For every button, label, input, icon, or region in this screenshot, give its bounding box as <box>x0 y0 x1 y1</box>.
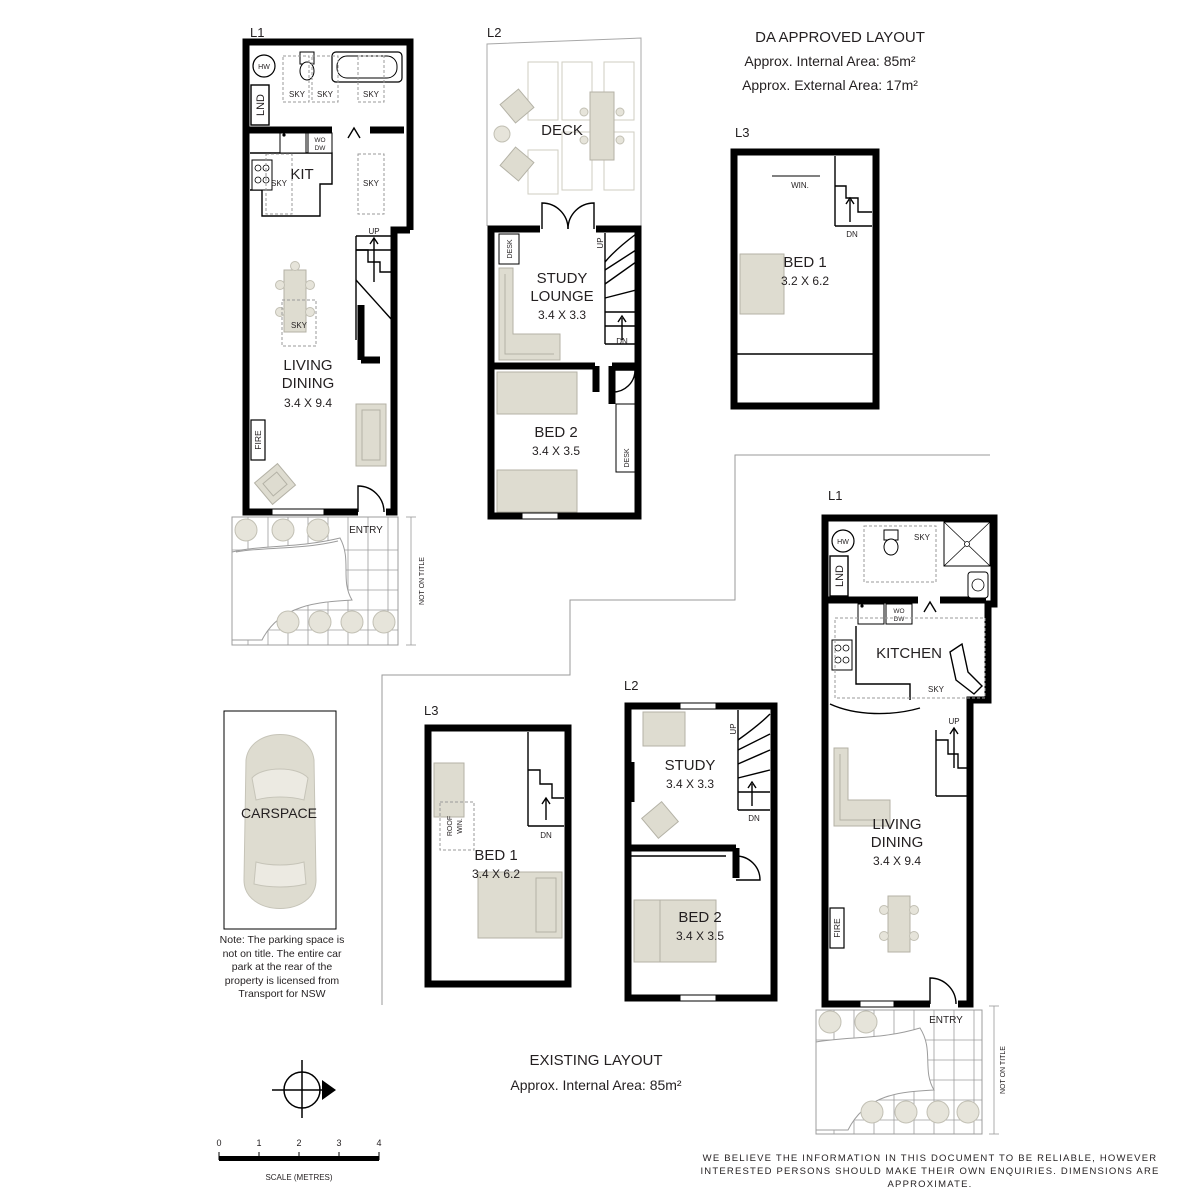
approved-front-yard <box>232 517 426 645</box>
approved-sky-label: SKY <box>290 321 308 330</box>
existing-bed1-dim: 3.4 X 6.2 <box>471 867 521 881</box>
approved-bed1-dim: 3.2 X 6.2 <box>780 274 830 288</box>
approved-dining-label: DINING <box>281 375 335 392</box>
existing-front-yard <box>816 1006 1007 1134</box>
approved-living-dim: 3.4 X 9.4 <box>283 396 333 410</box>
approved-kit-label: KIT <box>290 166 314 183</box>
approved-lnd-label: LND <box>255 93 267 117</box>
approved-dn-label: DN <box>616 337 628 346</box>
existing-l2-plan <box>624 678 774 1001</box>
existing-study-label: STUDY <box>664 757 716 774</box>
existing-up-label: UP <box>729 723 738 735</box>
approved-win-label: WIN. <box>791 181 809 190</box>
scale-tick-1: 1 <box>256 1138 262 1148</box>
existing-fire-label: FIRE <box>832 918 842 938</box>
approved-fire-label: FIRE <box>253 430 263 450</box>
scale-tick-0: 0 <box>216 1138 222 1148</box>
approved-hw-label: HW <box>258 64 270 71</box>
approved-l3-label: L3 <box>735 125 750 140</box>
approved-up-label: UP <box>368 227 380 236</box>
north-arrow-icon <box>272 1060 336 1118</box>
carspace <box>224 711 336 929</box>
approved-sky-label: SKY <box>270 179 288 188</box>
existing-dn-label: DN <box>748 814 760 823</box>
existing-hw-label: HW <box>837 539 849 546</box>
approved-living-label: LIVING <box>283 357 333 374</box>
existing-living-label: LIVING <box>872 816 922 833</box>
approved-desk-label: DESK <box>624 448 631 468</box>
approved-desk-label: DESK <box>507 239 514 259</box>
existing-wo-label: WO <box>893 608 905 615</box>
approved-bed1-label: BED 1 <box>783 254 827 271</box>
existing-internal-area: Approx. Internal Area: 85m² <box>510 1077 682 1093</box>
approved-l2-plan <box>487 25 641 519</box>
approved-bed2-dim: 3.4 X 3.5 <box>531 444 581 458</box>
approved-not-on-title: NOT ON TITLE <box>419 557 426 605</box>
approved-sky-label: SKY <box>362 179 380 188</box>
carspace-label: CARSPACE <box>241 805 317 821</box>
scale-tick-3: 3 <box>336 1138 342 1148</box>
disclaimer: WE BELIEVE THE INFORMATION IN THIS DOCUMENT TO BE RELIABLE, HOWEVER INTERESTED PERSONS SHOULD MAKE THEIR OWN ENQUIRIES. DIMENSIONS ARE APPROXIMATE. <box>700 1153 1160 1190</box>
approved-up-label: UP <box>596 237 605 249</box>
approved-l3-plan <box>734 125 876 406</box>
existing-dn-label: DN <box>540 831 552 840</box>
existing-lnd-label: LND <box>834 564 846 588</box>
approved-entry-label: ENTRY <box>349 525 383 536</box>
existing-not-on-title: NOT ON TITLE <box>1000 1046 1007 1094</box>
existing-title-block <box>510 1052 682 1093</box>
existing-kitchen-label: KITCHEN <box>876 645 942 662</box>
existing-l1-plan <box>825 488 994 1007</box>
existing-sky-label: SKY <box>913 533 931 542</box>
existing-l1-label: L1 <box>828 488 843 503</box>
approved-bed2-label: BED 2 <box>534 424 578 441</box>
scale-bar <box>216 1138 381 1182</box>
existing-bed2-label: BED 2 <box>678 909 722 926</box>
approved-study-dim: 3.4 X 3.3 <box>537 308 587 322</box>
existing-l3-label: L3 <box>424 703 439 718</box>
approved-l2-label: L2 <box>487 25 502 40</box>
approved-wo-label: WO <box>314 137 326 144</box>
existing-entry-label: ENTRY <box>929 1015 963 1026</box>
existing-dw-label: DW <box>893 616 905 623</box>
carspace-note: Note: The parking space is not on title. The entire car park at the rear of the property is licensed from Transport for NSW <box>219 934 345 1000</box>
approved-study-label: STUDY <box>536 270 588 287</box>
approved-sky-label: SKY <box>288 90 306 99</box>
existing-bed1-label: BED 1 <box>474 847 518 864</box>
existing-living-dim: 3.4 X 9.4 <box>872 854 922 868</box>
existing-roof-label: ROOF <box>447 815 454 837</box>
scale-tick-2: 2 <box>296 1138 302 1148</box>
approved-dn-label: DN <box>846 230 858 239</box>
existing-l3-plan <box>424 703 568 984</box>
approved-title: DA APPROVED LAYOUT <box>755 29 925 46</box>
approved-sky-label: SKY <box>316 90 334 99</box>
approved-internal-area: Approx. Internal Area: 85m² <box>744 53 916 69</box>
existing-l2-label: L2 <box>624 678 639 693</box>
approved-l1-plan <box>246 25 410 515</box>
scale-caption: SCALE (METRES) <box>265 1173 333 1182</box>
existing-win-label: WIN. <box>457 818 464 834</box>
existing-study-dim: 3.4 X 3.3 <box>665 777 715 791</box>
approved-lounge-label: LOUNGE <box>530 288 594 305</box>
approved-sky-label: SKY <box>362 90 380 99</box>
existing-up-label: UP <box>948 717 960 726</box>
approved-title-block <box>742 29 925 93</box>
scale-tick-4: 4 <box>376 1138 382 1148</box>
approved-dw-label: DW <box>314 145 326 152</box>
existing-title: EXISTING LAYOUT <box>529 1052 663 1069</box>
approved-l1-label: L1 <box>250 25 265 40</box>
existing-sky-label: SKY <box>927 685 945 694</box>
approved-deck-label: DECK <box>541 122 583 139</box>
approved-external-area: Approx. External Area: 17m² <box>742 77 918 93</box>
existing-bed2-dim: 3.4 X 3.5 <box>675 929 725 943</box>
existing-dining-label: DINING <box>870 834 924 851</box>
